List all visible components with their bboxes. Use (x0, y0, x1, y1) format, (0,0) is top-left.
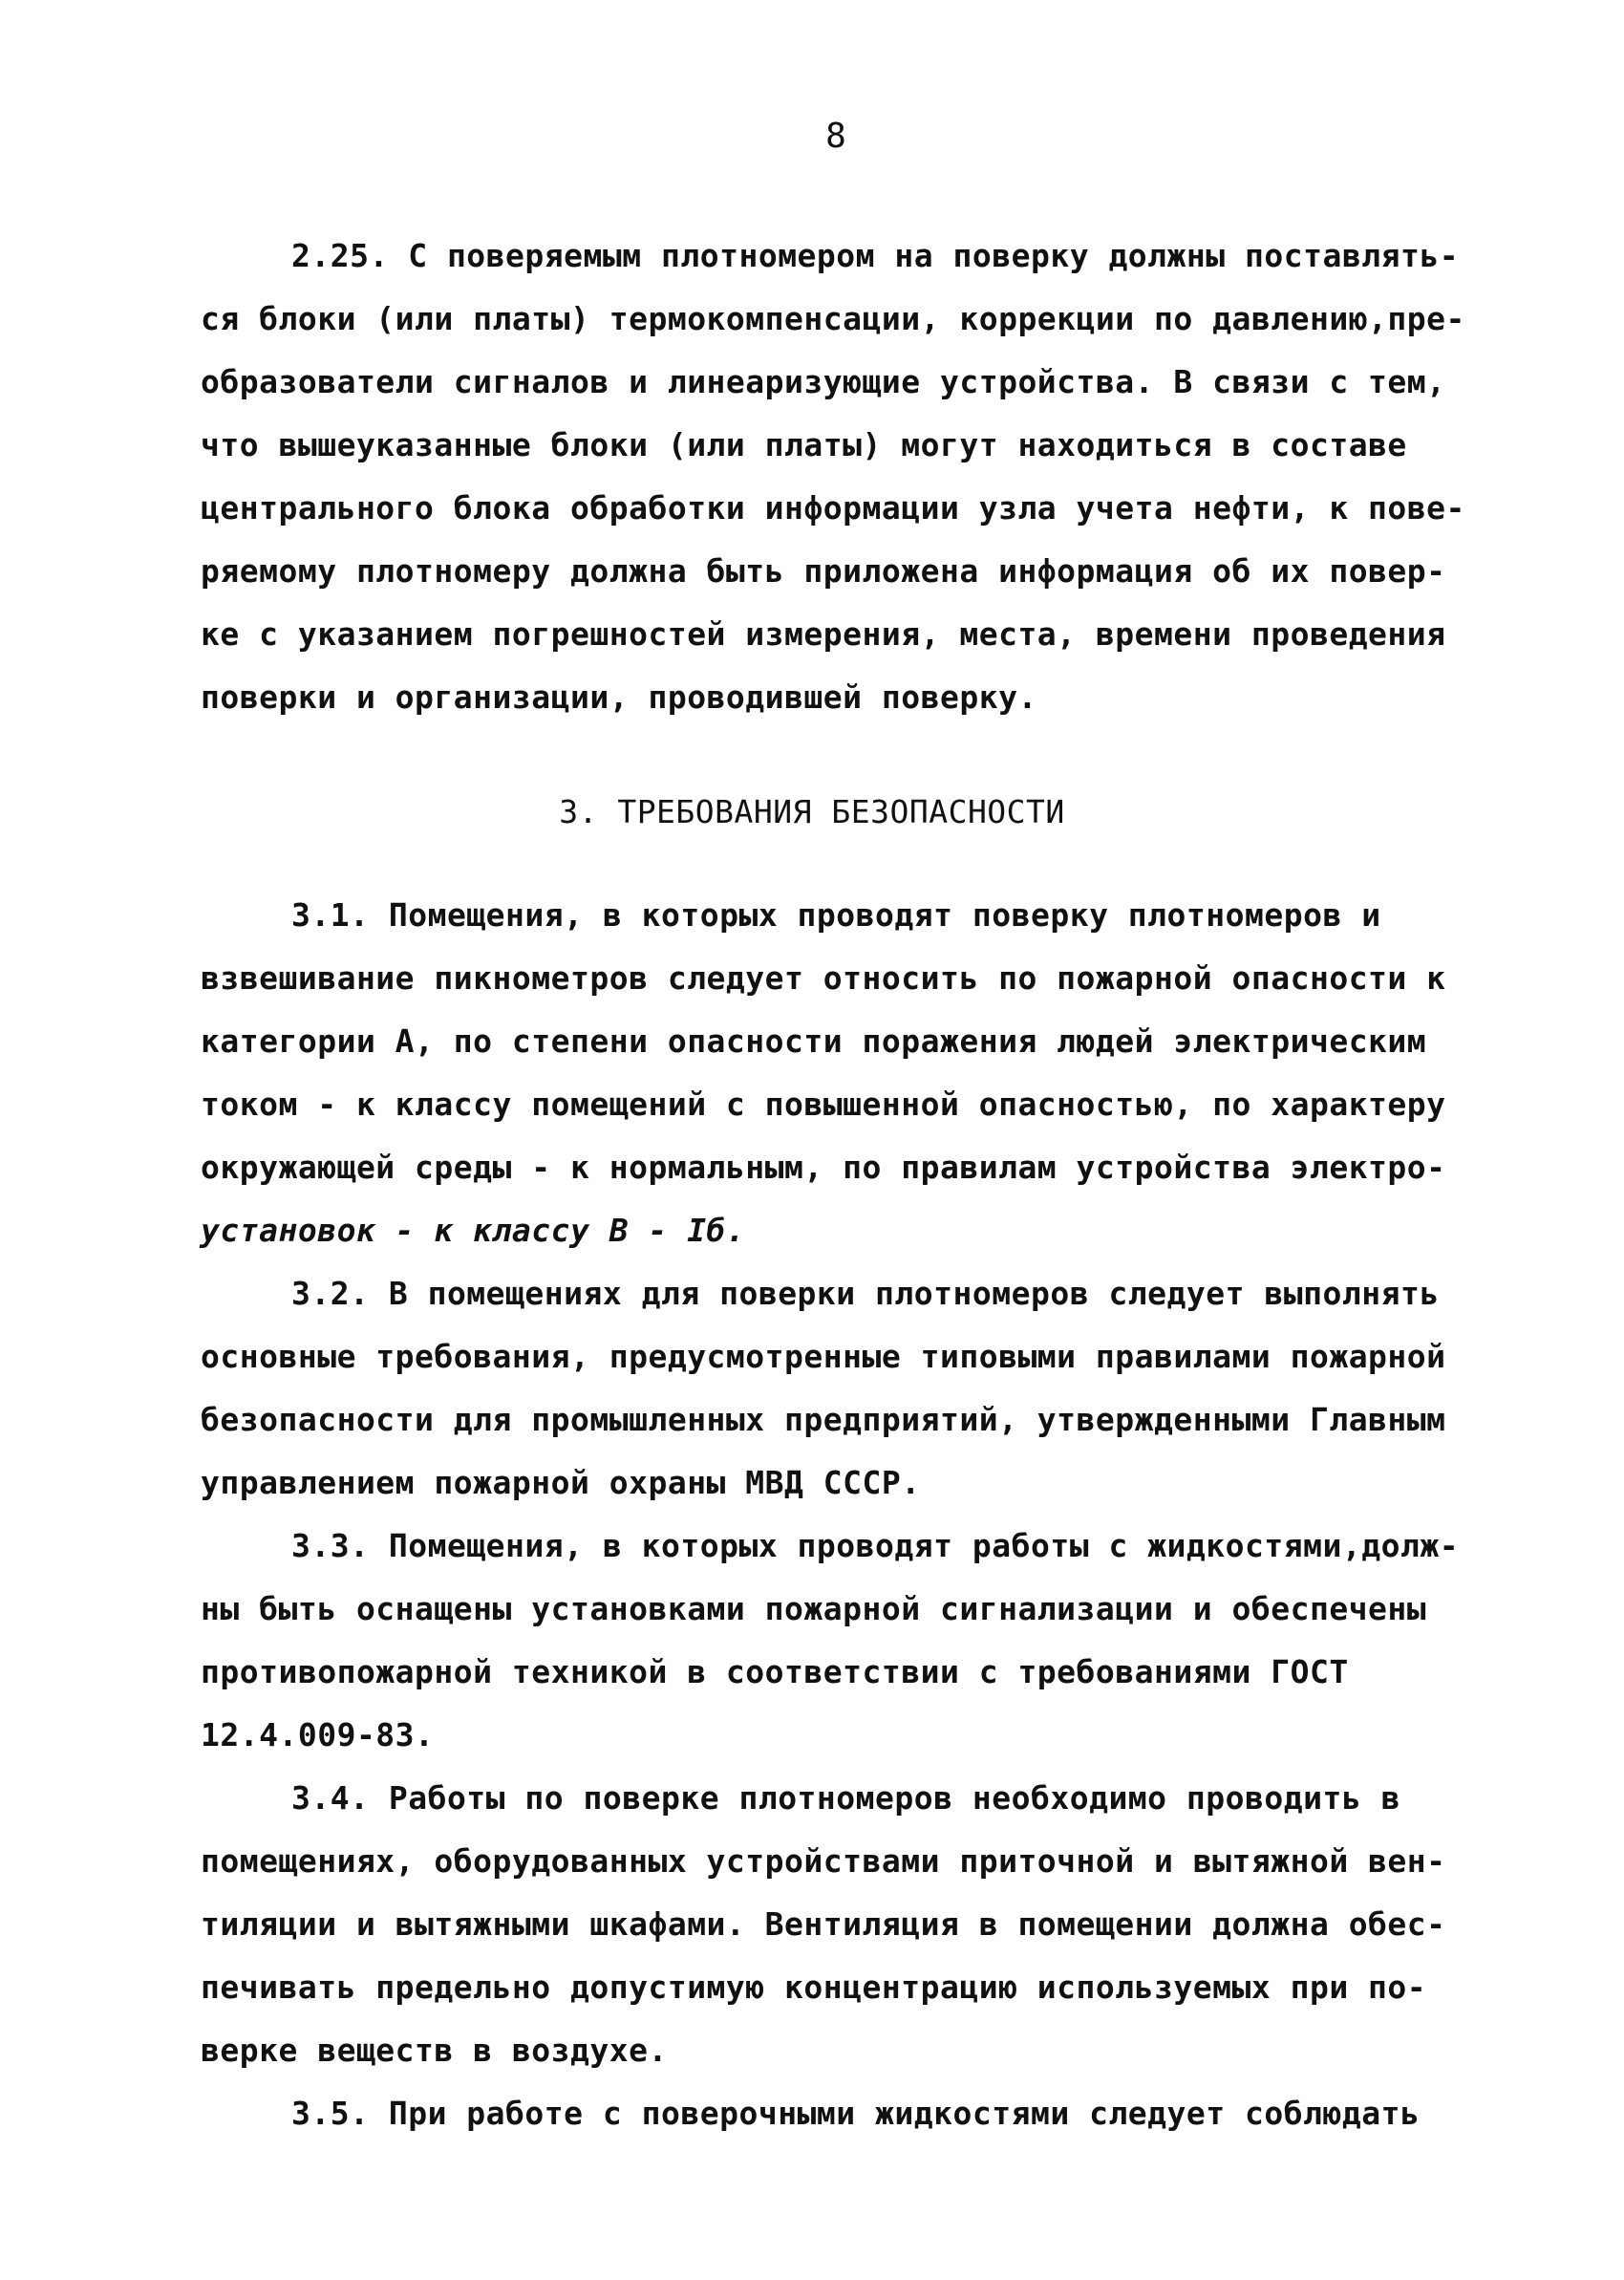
paragraph-line: противопожарной техникой в соответствии с требованиями ГОСТ (201, 1653, 1349, 1690)
paragraph-line: поверки и организации, проводившей поверку. (201, 678, 1037, 716)
paragraph-line: 3.4. Работы по поверке плотномеров необходимо проводить в (291, 1779, 1400, 1817)
paragraph-line: центрального блока обработки информации узла учета нефти, к пове- (201, 489, 1465, 527)
paragraph-line: основные требования, предусмотренные типовыми правилами пожарной (201, 1338, 1446, 1375)
paragraph-line: взвешивание пикнометров следует относить по пожарной опасности к (201, 959, 1446, 997)
paragraph-line: безопасности для промышленных предприятий, утвержденными Главным (201, 1401, 1446, 1438)
paragraph-line: тиляции и вытяжными шкафами. Вентиляция в помещении должна обес- (201, 1905, 1446, 1943)
paragraph-line: образователи сигналов и линеаризующие устройства. В связи с тем, (201, 363, 1446, 400)
paragraph-line: ряемому плотномеру должна быть приложена информация об их повер- (201, 552, 1446, 590)
paragraph-line: 3.3. Помещения, в которых проводят работы с жидкостями,долж- (291, 1527, 1460, 1564)
paragraph-line: 2.25. С поверяемым плотномером на поверку должны поставлять- (291, 237, 1460, 274)
paragraph-line: 3.2. В помещениях для поверки плотномеров следует выполнять (291, 1275, 1440, 1312)
paragraph-line: печивать предельно допустимую концентрацию используемых при по- (201, 1968, 1427, 2006)
paragraph-line: что вышеуказанные блоки (или платы) могут находиться в составе (201, 426, 1407, 463)
paragraph-line: окружающей среды - к нормальным, по правилам устройства электро- (201, 1149, 1446, 1186)
paragraph-line: категории А, по степени опасности поражения людей электрическим (201, 1022, 1427, 1060)
paragraph-line: 12.4.009-83. (201, 1716, 435, 1753)
paragraph-line: ке с указанием погрешностей измерения, места, времени проведения (201, 615, 1446, 653)
paragraph-line: 3.1. Помещения, в которых проводят поверку плотномеров и (291, 896, 1381, 934)
paragraph-line: током - к классу помещений с повышенной опасностью, по характеру (201, 1086, 1446, 1123)
paragraph-line: управлением пожарной охраны МВД СССР. (201, 1464, 921, 1501)
paragraph-line: помещениях, оборудованных устройствами приточной и вытяжной вен- (201, 1842, 1446, 1880)
paragraph-line: установок - к классу В - Iб. (201, 1212, 746, 1249)
page-number: 8 (825, 117, 846, 156)
section-heading: 3. ТРЕБОВАНИЯ БЕЗОПАСНОСТИ (559, 793, 1065, 830)
paragraph-line: 3.5. При работе с поверочными жидкостями следует соблюдать (291, 2095, 1421, 2132)
paragraph-line: верке веществ в воздухе. (201, 2032, 668, 2069)
paragraph-line: ны быть оснащены установками пожарной сигнализации и обеспечены (201, 1590, 1427, 1627)
paragraph-line: ся блоки (или платы) термокомпенсации, коррекции по давлению,пре- (201, 300, 1465, 337)
